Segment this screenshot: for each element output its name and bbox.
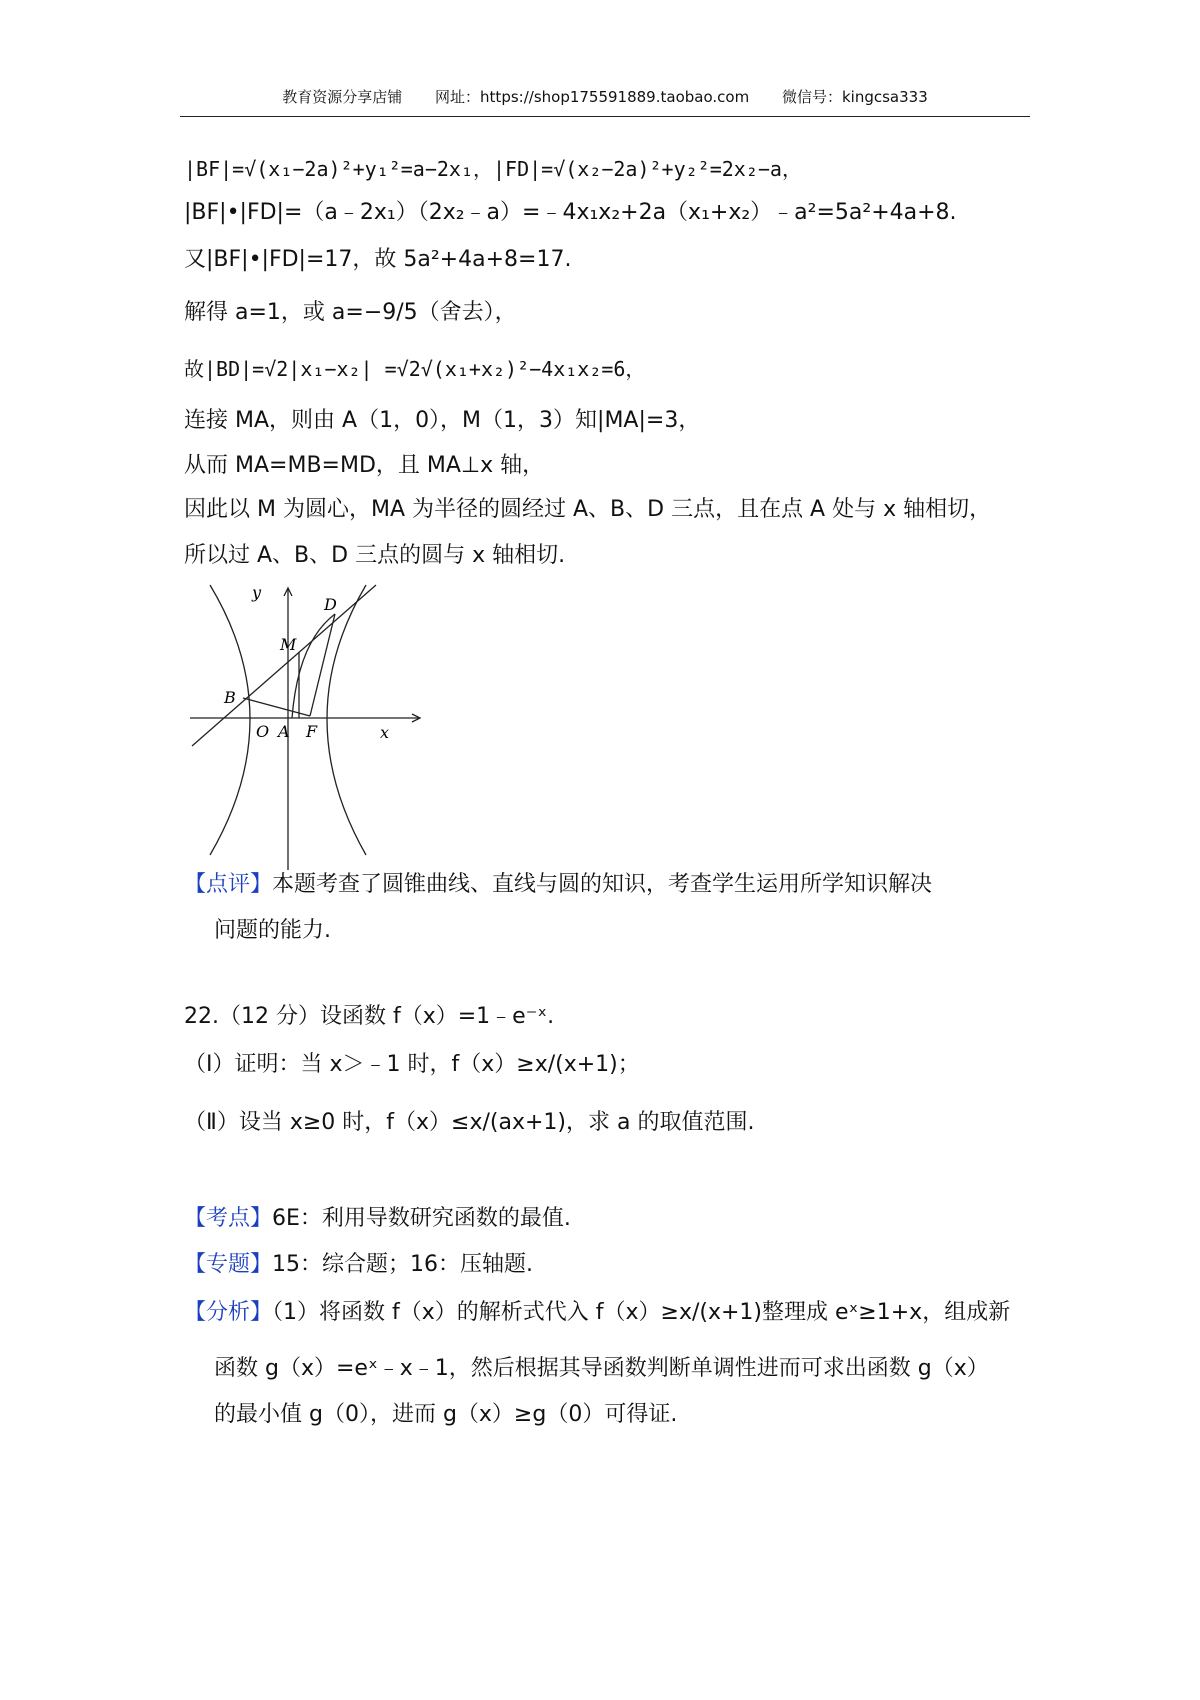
text-line-8: 因此以 M 为圆心，MA 为半径的圆经过 A、B、D 三点，且在点 A 处与 x 轴相切，: [184, 497, 992, 522]
text-line-6: 连接 MA，则由 A（1，0），M（1，3）知|MA|=3，: [184, 408, 701, 433]
hyperbola-figure: [180, 580, 440, 880]
formula-line-2: |BF|•|FD|=（a﹣2x₁）（2x₂﹣a）=﹣4x₁x₂+2a（x₁+x₂）﹣a²=5a²+4a+8.: [184, 200, 957, 225]
page-header: [180, 86, 1030, 117]
fenxi-text-1: （1）将函数 f（x）的解析式代入 f（x）≥x/(x+1)整理成 eˣ≥1+x，组成新: [272, 1300, 1011, 1325]
label-a: A: [278, 722, 290, 741]
label-f: F: [306, 722, 318, 741]
comment-text-1: 本题考查了圆锥曲线、直线与圆的知识，考查学生运用所学知识解决: [272, 872, 933, 897]
text-line-9: 所以过 A、B、D 三点的圆与 x 轴相切.: [184, 543, 566, 568]
segment-bf: [243, 698, 310, 716]
comment-tag: 【点评】: [184, 872, 273, 897]
label-y: y: [252, 583, 262, 602]
formula-line-1: [184, 152, 802, 186]
label-m: M: [280, 635, 297, 654]
fenxi-line-2: 函数 g（x）=eˣ﹣x﹣1，然后根据其导函数判断单调性进而可求出函数 g（x）: [214, 1356, 989, 1381]
text-line-7: 从而 MA=MB=MD，且 MA⊥x 轴，: [184, 453, 545, 478]
site: 网址：https://shop175591889.taobao.com: [435, 88, 750, 106]
formula-line-4: 解得 a=1，或 a=−9/5（舍去），: [184, 300, 517, 325]
label-x: x: [380, 723, 390, 742]
label-o: O: [256, 722, 270, 741]
fenxi-line-1: [184, 1296, 1010, 1330]
comment-line-2: 问题的能力.: [214, 918, 331, 943]
fenxi-line-3: 的最小值 g（0），进而 g（x）≥g（0）可得证.: [214, 1402, 678, 1427]
kaodian-tag: 【考点】: [184, 1206, 273, 1231]
hyperbola-left-branch: [210, 585, 250, 855]
formula-line-5: 故|BD|=√2|x₁−x₂| =√2√(x₁+x₂)²−4x₁x₂=6，: [184, 357, 646, 381]
zhuanti-text: 15：综合题；16：压轴题.: [272, 1252, 533, 1277]
segment-fd: [310, 614, 335, 716]
label-d: D: [324, 595, 337, 614]
q22-part-2: （Ⅱ）设当 x≥0 时，f（x）≤x/(ax+1)，求 a 的取值范围.: [184, 1110, 755, 1135]
kaodian-line: [184, 1202, 571, 1236]
label-b: B: [224, 688, 236, 707]
wechat: 微信号：kingcsa333: [781, 88, 928, 106]
zhuanti-tag: 【专题】: [184, 1252, 273, 1277]
kaodian-text: 6E：利用导数研究函数的最值.: [272, 1206, 571, 1231]
formula-text: |BF|=√(x₁−2a)²+y₁²=a−2x₁，|FD|=√(x₂−2a)²+y₂²=2x₂−a，: [184, 157, 802, 181]
formula-line-3: 又|BF|•|FD|=17，故 5a²+4a+8=17.: [184, 247, 572, 272]
comment-line-1: [184, 868, 932, 902]
shop-name: 教育资源分享店铺: [282, 88, 403, 106]
zhuanti-line: [184, 1248, 533, 1282]
fenxi-tag: 【分析】: [184, 1300, 273, 1325]
q22-title: 22.（12 分）设函数 f（x）=1﹣e⁻ˣ.: [184, 1004, 555, 1029]
q22-part-1: （Ⅰ）证明：当 x＞﹣1 时，f（x）≥x/(x+1)；: [184, 1052, 640, 1077]
